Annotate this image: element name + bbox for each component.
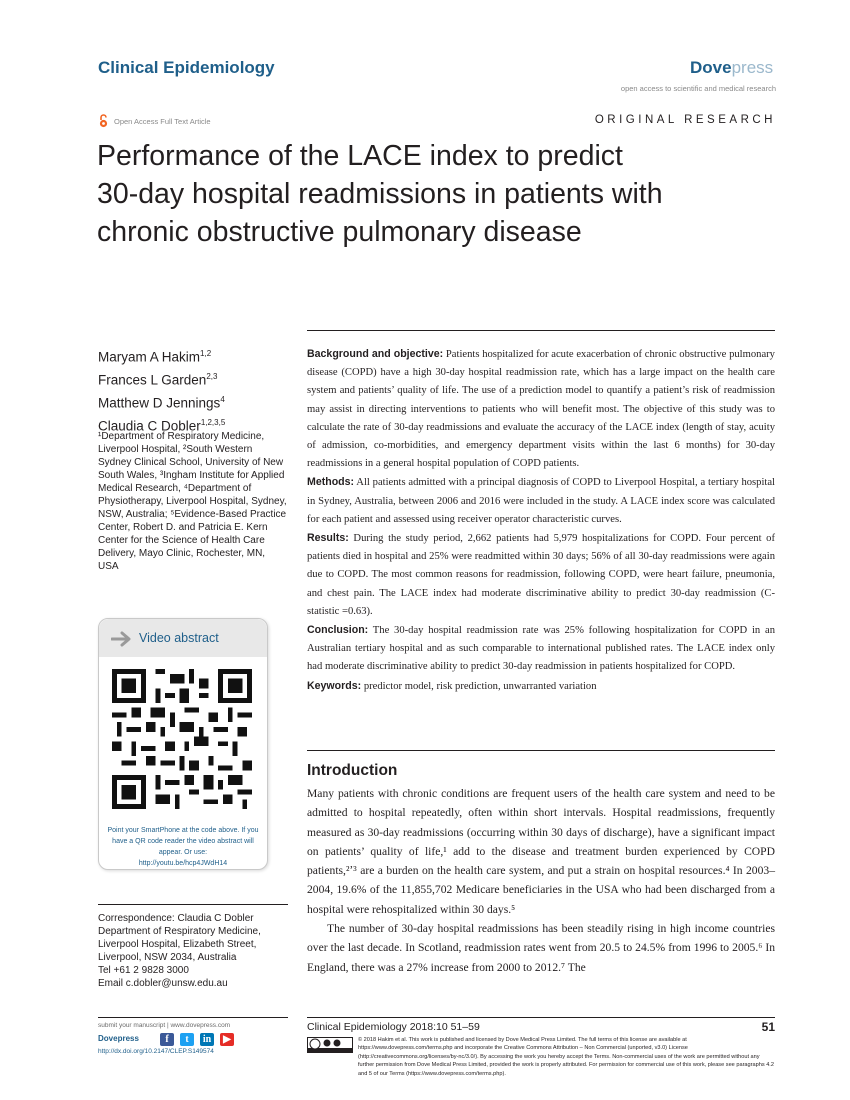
- open-access-badge: [98, 114, 211, 128]
- abstract-keywords: [307, 677, 775, 696]
- correspondence-email[interactable]: Email c.dobler@unsw.edu.au: [98, 978, 228, 989]
- open-access-icon: [98, 114, 109, 128]
- author-list: [98, 344, 225, 436]
- abstract-section-label: Background and objective:: [307, 348, 444, 360]
- video-link[interactable]: http://youtu.be/hcp4JWdH14: [138, 860, 228, 867]
- video-abstract-note: [105, 825, 261, 869]
- introduction-heading: Introduction: [307, 762, 398, 779]
- abstract-section-text: During the study period, 2,662 patients had 5,979 hospitalizations for COPD. Four percent of patients died in hospital and 25% were readmitted within 30 days; 56% of all 30-day readmissions were again due to COPD. The most common reasons for readmission, following COPD, were heart failure, pneumonia, and chest pain. The LACE index had moderate discriminative ability to predict 30-day readmission (C-statistic =0.63).: [307, 533, 775, 617]
- qr-code-icon[interactable]: [112, 669, 252, 809]
- submit-manuscript-link[interactable]: submit your manuscript | www.dovepress.com: [98, 1022, 231, 1029]
- twitter-icon[interactable]: t: [180, 1033, 194, 1046]
- introduction-paragraph: Many patients with chronic conditions are frequent users of the health care system and need to be admitted to hospital repeatedly, often within short intervals. Hospital readmissions, frequently measured as 30-day readmissions (occurring within 30 days of discharge), have a significant impact on patients’ quality of life,¹ add to the disease and treatment burden experienced by COPD patients,²ʼ³ are a burden on the health care system, and put a strain on hospital resources.⁴ In 2003–2004, 19.6% of the 11,855,702 Medicare beneficiaries in the USA who had been discharged from a hospital were rehospitalized within 30 days.⁵: [307, 787, 775, 916]
- author: [98, 367, 225, 390]
- introduction-body: [307, 784, 775, 977]
- correspondence: [98, 912, 288, 990]
- cc-license-icon[interactable]: [307, 1037, 353, 1053]
- license-text: © 2018 Hakim et al. This work is published and licensed by Dove Medical Press Limited. The full terms of this license are available at https://www.dovepress.com/terms.php and incorporate the Creative Commons Attribution – Non Commercial (unported, v3.0) License (http://creativecommons.org/licenses/by-nc/3.0/). By accessing the work you hereby accept the Terms. Non-commercial uses of the work are permitted without any further permission from Dove Medical Press Limited, provided the work is properly attributed. For permission for commercial use of this work, please see paragraphs 4.2 and 5 of our Terms (https://www.dovepress.com/terms.php).: [358, 1037, 774, 1077]
- youtube-icon[interactable]: ▶: [220, 1033, 234, 1046]
- abstract-section-text: predictor model, risk prediction, unwarranted variation: [361, 680, 597, 692]
- abstract-section-text: The 30-day hospital readmission rate was 25% following hospitalization for COPD in an Australian tertiary hospital and as such comparable to international published rates. The LACE index only had moderate discriminative ability to predict 30-day readmission in patients hospitalized for COPD.: [307, 625, 775, 673]
- abstract: [307, 345, 775, 696]
- abstract-background: [307, 345, 775, 473]
- abstract-methods: [307, 473, 775, 529]
- abstract-section-label: Methods:: [307, 476, 355, 489]
- footer-right-rule: [307, 1017, 775, 1018]
- publisher-tagline: open access to scientific and medical research: [620, 84, 776, 93]
- abstract-section-label: Results:: [307, 532, 349, 545]
- publisher-logo-light: press: [731, 58, 774, 77]
- article-title: [97, 137, 757, 251]
- publisher-logo[interactable]: [690, 58, 773, 78]
- footer-citation: Clinical Epidemiology 2018:10 51–59: [307, 1021, 480, 1033]
- publisher-logo-bold: Dove: [690, 58, 732, 77]
- page-number: 51: [761, 1020, 775, 1034]
- video-abstract-box[interactable]: [98, 618, 268, 870]
- open-access-label: Open Access Full Text Article: [114, 116, 211, 126]
- correspondence-line: Correspondence: Claudia C Dobler: [98, 913, 254, 924]
- author: [98, 344, 225, 367]
- footer-dovepress[interactable]: Dovepress: [98, 1034, 139, 1043]
- abstract-section-text: All patients admitted with a principal diagnosis of COPD to Liverpool Hospital, a tertiary hospital in Sydney, Australia, between 2006 and 2016 were included in the study. A LACE index score was calculated for each patient and assessed using receiver operator characteristic curves.: [307, 477, 775, 525]
- footer-left-rule: [98, 1017, 288, 1018]
- correspondence-line: Tel +61 2 9828 3000: [98, 965, 189, 976]
- title-line: 30-day hospital readmissions in patients with: [97, 178, 663, 210]
- abstract-conclusion: [307, 621, 775, 677]
- abstract-top-rule: [307, 330, 775, 331]
- article-type: ORIGINAL RESEARCH: [594, 114, 776, 126]
- correspondence-line: Liverpool, NSW 2034, Australia: [98, 952, 237, 963]
- journal-name: Clinical Epidemiology: [98, 58, 275, 77]
- affiliations: ¹Department of Respiratory Medicine, Liverpool Hospital, ²South Western Sydney Clinical School, University of New South Wales, ³Ingham Institute for Applied Medical Research, ⁴Department of Physiotherapy, Liverpool Hospital, Sydney, NSW, Australia; ⁵Evidence-Based Practice Center, Robert D. and Patricia E. Kern Center for the Science of Health Care Delivery, Mayo Clinic, Rochester, MN, USA: [98, 431, 287, 572]
- author-name: Claudia C Dobler: [98, 418, 201, 434]
- introduction-paragraph: The number of 30-day hospital readmissions has been steadily rising in high income countries over the last decade. In Scotland, readmission rates went from 20.5 to 24.5% from 1996 to 2005.⁶ In England, there was a 27% increase from 2000 to 2012.⁷ The: [307, 922, 775, 974]
- video-abstract-title: Video abstract: [139, 631, 219, 645]
- footer-doi[interactable]: http://dx.doi.org/10.2147/CLEP.S149574: [98, 1048, 214, 1055]
- author-affil-sup: 1,2: [200, 349, 212, 358]
- title-line: Performance of the LACE index to predict: [97, 140, 623, 172]
- facebook-icon[interactable]: f: [160, 1033, 174, 1046]
- arrow-right-icon: [111, 630, 133, 648]
- abstract-section-label: Keywords:: [307, 679, 362, 692]
- author-affil-sup: 2,3: [206, 372, 218, 381]
- author-affil-sup: 1,2,3,5: [200, 418, 226, 427]
- correspondence-line: Liverpool Hospital, Elizabeth Street,: [98, 939, 257, 950]
- author: [98, 390, 225, 413]
- abstract-section-label: Conclusion:: [307, 624, 369, 637]
- author-affil-sup: 4: [220, 395, 225, 404]
- author-name: Matthew D Jennings: [98, 395, 221, 411]
- correspondence-line: Department of Respiratory Medicine,: [98, 926, 261, 937]
- linkedin-icon[interactable]: in: [200, 1033, 214, 1046]
- social-links: [160, 1033, 234, 1046]
- video-note-text: Point your SmartPhone at the code above. If you have a QR code reader the video abstract will appear. Or use:: [107, 827, 259, 856]
- author-name: Frances L Garden: [98, 372, 207, 388]
- abstract-bottom-rule: [307, 750, 775, 751]
- title-line: chronic obstructive pulmonary disease: [97, 216, 582, 248]
- abstract-results: [307, 529, 775, 621]
- correspondence-divider: [98, 904, 288, 905]
- abstract-section-text: Patients hospitalized for acute exacerbation of chronic obstructive pulmonary disease (COPD) have a high 30-day hospital readmission rate, which has a large impact on the health care system and patients’ quality of life. The use of a prediction model to quantify a patient’s risk of readmission may assist in directing interventions to patients who will benefit most. The objective of this study was to calculate the rate of 30-day readmissions and evaluate the accuracy of the LACE index (length of stay, acuity of admission, co-morbidities, and emergency department visits within the last 6 months) for 30-day readmissions in a general hospital population of COPD patients.: [307, 349, 775, 470]
- author-name: Maryam A Hakim: [98, 349, 201, 365]
